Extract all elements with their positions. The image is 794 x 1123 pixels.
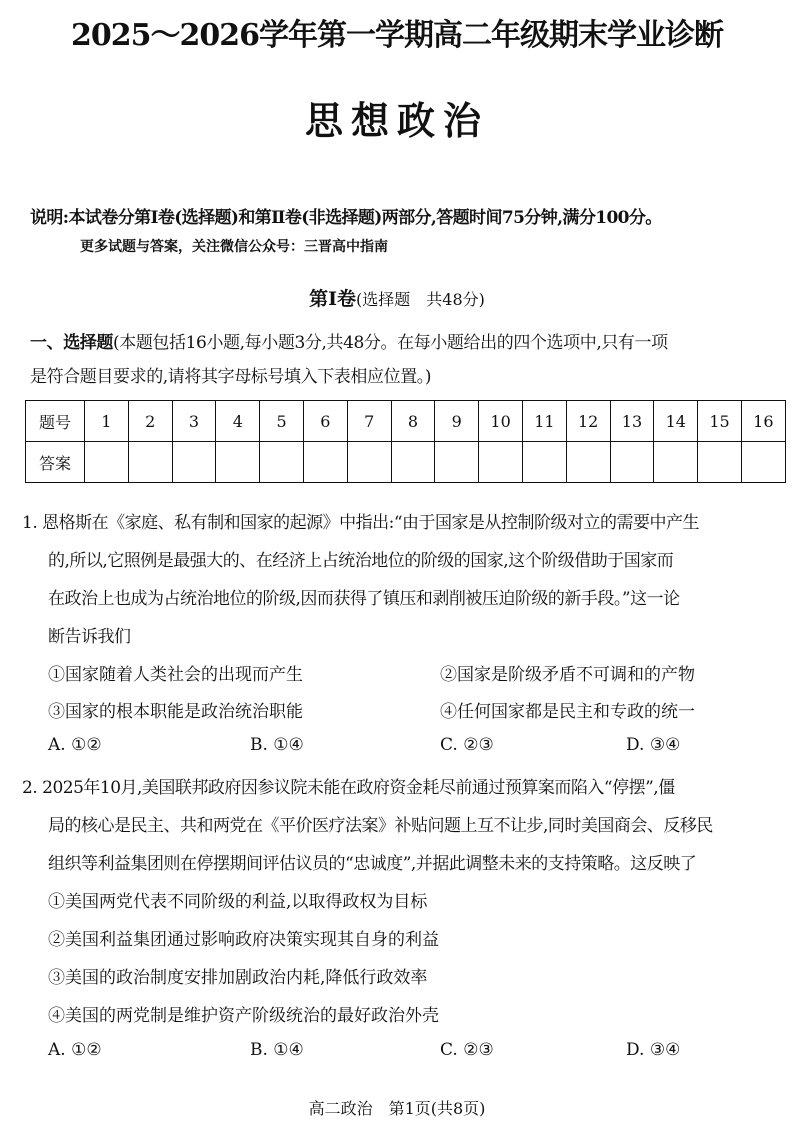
part1-line1 xyxy=(30,328,668,353)
question-number: 13 xyxy=(610,401,654,442)
section-heading xyxy=(0,284,794,311)
q2-statement-4: ④美国的两党制是维护资产阶级统治的最好政治外壳 xyxy=(48,1006,439,1026)
q1-stem-line: 1. 恩格斯在《家庭、私有制和国家的起源》中指出:“由于国家是从控制阶级对立的需要中产生 xyxy=(22,513,700,533)
q1-statement-1: ①国家随着人类社会的出现而产生 xyxy=(48,665,303,685)
part1-heading: 一、选择题 xyxy=(30,333,113,353)
section-title: 第Ⅰ卷 xyxy=(309,288,357,310)
answer-cell[interactable] xyxy=(610,442,654,483)
part1-instructions: (本题包括16小题,每小题3分,共48分。在每小题给出的四个选项中,只有一项 xyxy=(113,333,668,353)
question-number: 6 xyxy=(303,401,347,442)
q1-option-a[interactable]: A. ①② xyxy=(48,735,102,755)
q1-stem-line: 断告诉我们 xyxy=(48,627,131,647)
q2-stem-line: 2. 2025年10月,美国联邦政府因参议院未能在政府资金耗尽前通过预算案而陷入“停摆”,僵 xyxy=(22,778,675,798)
q2-statement-3: ③美国的政治制度安排加剧政治内耗,降低行政效率 xyxy=(48,968,428,988)
answer-cell[interactable] xyxy=(435,442,479,483)
answer-cell[interactable] xyxy=(698,442,742,483)
exam-title: 2025～2026学年第一学期高二年级期末学业诊断 xyxy=(71,18,723,53)
q1-statement-4: ④任何国家都是民主和专政的统一 xyxy=(440,702,695,722)
answer-cell[interactable] xyxy=(741,442,785,483)
answer-cell[interactable] xyxy=(479,442,523,483)
q1-option-c[interactable]: C. ②③ xyxy=(440,735,494,755)
q1-option-b[interactable]: B. ①④ xyxy=(250,735,304,755)
row-label-number: 题号 xyxy=(26,401,85,442)
subject-title: 思想政治 xyxy=(304,98,489,143)
answer-table xyxy=(25,400,786,483)
question-number: 2 xyxy=(128,401,172,442)
promo-line: 更多试题与答案，关注微信公众号：三晋高中指南 xyxy=(80,239,388,255)
q2-option-a[interactable]: A. ①② xyxy=(48,1040,102,1060)
question-number: 16 xyxy=(741,401,785,442)
answer-cell[interactable] xyxy=(85,442,129,483)
q1-statement-3: ③国家的根本职能是政治统治职能 xyxy=(48,702,303,722)
question-number: 15 xyxy=(698,401,742,442)
answer-cell[interactable] xyxy=(216,442,260,483)
instructions-note: 说明:本试卷分第Ⅰ卷(选择题)和第Ⅱ卷(非选择题)两部分,答题时间75分钟,满分100分。 xyxy=(30,208,662,228)
question-number: 4 xyxy=(216,401,260,442)
table-row-answers xyxy=(26,442,786,483)
q2-option-b[interactable]: B. ①④ xyxy=(250,1040,304,1060)
question-number: 14 xyxy=(654,401,698,442)
q2-statement-2: ②美国利益集团通过影响政府决策实现其自身的利益 xyxy=(48,930,439,950)
answer-cell[interactable] xyxy=(522,442,566,483)
q2-option-c[interactable]: C. ②③ xyxy=(440,1040,494,1060)
question-number: 10 xyxy=(479,401,523,442)
part1-line2: 是符合题目要求的,请将其字母标号填入下表相应位置。) xyxy=(30,367,432,387)
q1-stem-line: 在政治上也成为占统治地位的阶级,因而获得了镇压和剥削被压迫阶级的新手段。”这一论 xyxy=(48,589,680,609)
question-number: 12 xyxy=(566,401,610,442)
q2-stem-line: 组织等利益集团则在停摆期间评估议员的“忠诚度”,并据此调整未来的支持策略。这反映了 xyxy=(48,854,697,874)
question-number: 5 xyxy=(260,401,304,442)
answer-cell[interactable] xyxy=(566,442,610,483)
question-number: 1 xyxy=(85,401,129,442)
answer-cell[interactable] xyxy=(260,442,304,483)
q2-option-d[interactable]: D. ③④ xyxy=(626,1040,681,1060)
question-number: 7 xyxy=(347,401,391,442)
answer-cell[interactable] xyxy=(128,442,172,483)
row-label-answer: 答案 xyxy=(26,442,85,483)
table-row-numbers xyxy=(26,401,786,442)
answer-cell[interactable] xyxy=(347,442,391,483)
q2-statement-1: ①美国两党代表不同阶级的利益,以取得政权为目标 xyxy=(48,892,428,912)
question-number: 9 xyxy=(435,401,479,442)
section-subtitle: (选择题 共48分) xyxy=(356,290,485,309)
question-number: 3 xyxy=(172,401,216,442)
question-number: 11 xyxy=(522,401,566,442)
answer-cell[interactable] xyxy=(391,442,435,483)
page-footer: 高二政治 第1页(共8页) xyxy=(308,1099,486,1118)
q1-stem-line: 的,所以,它照例是最强大的、在经济上占统治地位的阶级的国家,这个阶级借助于国家而 xyxy=(48,551,674,571)
answer-cell[interactable] xyxy=(303,442,347,483)
answer-cell[interactable] xyxy=(654,442,698,483)
q1-option-d[interactable]: D. ③④ xyxy=(626,735,681,755)
q1-statement-2: ②国家是阶级矛盾不可调和的产物 xyxy=(440,665,695,685)
question-number: 8 xyxy=(391,401,435,442)
q2-stem-line: 局的核心是民主、共和两党在《平价医疗法案》补贴问题上互不让步,同时美国商会、反移民 xyxy=(48,816,713,836)
answer-cell[interactable] xyxy=(172,442,216,483)
